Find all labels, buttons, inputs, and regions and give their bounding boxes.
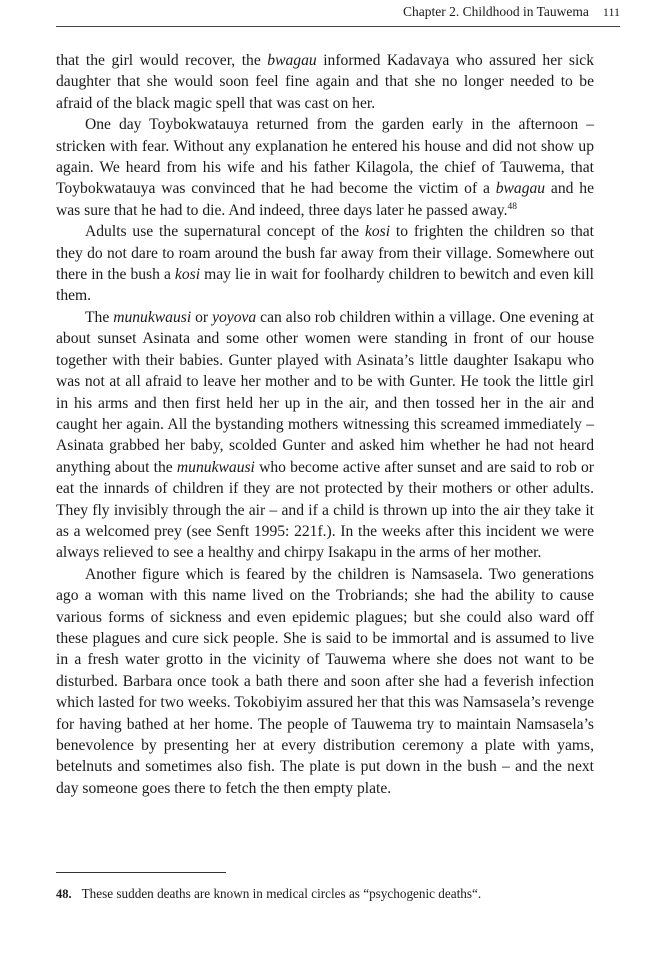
term-yoyova: yoyova [212, 308, 257, 326]
paragraph-1 [56, 50, 594, 114]
footnote-separator [56, 872, 226, 873]
footnote-reference[interactable]: 48 [507, 201, 517, 212]
paragraph-5: Another figure which is feared by the children is Namsasela. Two generations ago a woman with this name lived on the Trobriands; she had the ability to cause various forms of sickness and even epidemic plagues; but she could also ward off these plagues and cure sick people. She is said to be immortal and is assumed to live in a fresh water grotto in the vicinity of Tauwema where she does not want to be disturbed. Barbara once took a bath there and soon after she had a feverish infection which lasted for two weeks. Tokobiyim assured her that this was Namsasela’s revenge for having bathed at her home. The people of Tauwema try to maintain Namsasela’s benevolence by presenting her at every distribution ceremony a plate with yams, betelnuts and sometimes also fish. The plate is put down in the bush – and the next day someone goes there to fetch the then empty plate. [56, 565, 594, 797]
running-header [56, 4, 620, 27]
term-munukwausi: munukwausi [113, 308, 192, 326]
term-bwagau: bwagau [267, 52, 317, 69]
text-run: may lie in wait for foolhardy children to bewitch and even kill them. [56, 266, 595, 305]
paragraph-4 [56, 307, 594, 564]
text-run: The [85, 308, 114, 326]
footnote-text: These sudden deaths are known in medical circles as “psychogenic deaths“. [81, 886, 482, 901]
chapter-title: Chapter 2. Childhood in Tauwema [402, 4, 589, 19]
paragraph-2 [56, 114, 594, 221]
term-kosi: kosi [174, 266, 201, 284]
text-run: Adults use the supernatural concept of the [85, 223, 365, 241]
term-munukwausi: munukwausi [176, 458, 255, 476]
term-kosi: kosi [364, 223, 391, 241]
paragraph-3 [56, 221, 594, 307]
body-text [56, 50, 594, 799]
text-run: to frighten the children so that they do not dare to roam around the bush far away from their village. Somewhere out there in the bush a [56, 223, 595, 284]
term-bwagau: bwagau [495, 180, 546, 198]
text-run: that the girl would recover, the [56, 52, 268, 69]
text-run: One day Toybokwatauya returned from the garden early in the afternoon – stricken with fear. Without any explanation he entered his house and did not show up again. We heard from his wife and his father Kilagola, the chief of Tauwema, that Toybokwatauya was convinced that he had become the victim of a [56, 116, 594, 198]
text-run: and he was sure that he had to die. And indeed, three days later he passed away. [56, 180, 594, 219]
text-run: can also rob children within a village. One evening at about sunset Asinata and some other women were standing in front of our house together with their babies. Gunter played with Asinata’s little daughter Isakapu who was not at all afraid to leave her mother and to be with Gunter. He took the little girl in his arms and then first held her up in the air, and then tossed her in the air and caught her again. All the bystanding mothers witnessing this screamed immediately – Asinata grabbed her baby, scolded Gunter and asked him whether he had not heard anything about the [56, 308, 594, 476]
text-run: who become active after sunset and are said to rob or eat the innards of children if they are not protected by their mothers or other adults. They fly invisibly through the air – and if a child is thrown up into the air they take it as a welcomed prey (see Senft 1995: 221f.). In the weeks after this incident we were always relieved to see a healthy and chirpy Isakapu in the arms of her mother. [56, 458, 594, 562]
text-run: or [191, 308, 213, 326]
footnote-number: 48. [56, 887, 72, 901]
footnote [56, 885, 616, 903]
page-number: 111 [602, 5, 620, 19]
text-run: informed Kadavaya who assured her sick daughter that she would soon feel fine again and that she no longer needed to be afraid of the black magic spell that was cast on her. [56, 52, 594, 112]
